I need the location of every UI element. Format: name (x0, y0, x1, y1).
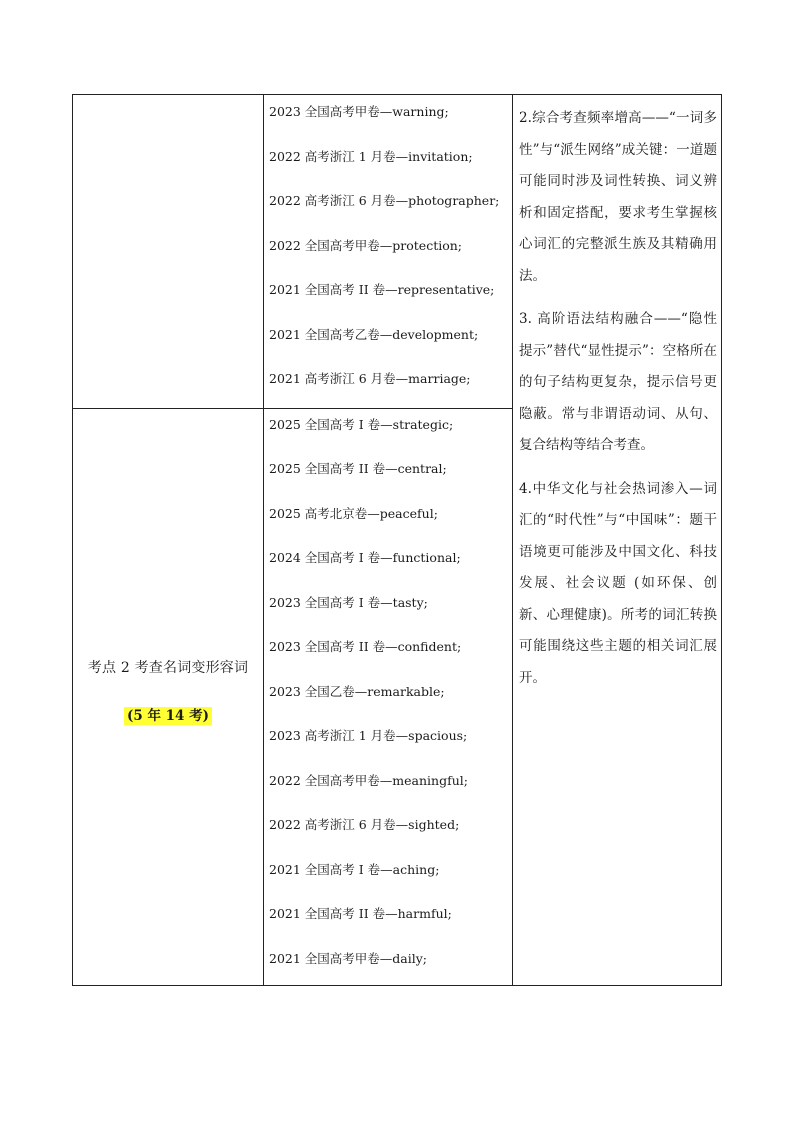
exam-entry: 2025 全国高考 I 卷—strategic; (269, 417, 454, 432)
topic-label: 考点 2 考查名词变形容词 (87, 660, 249, 676)
analysis-note: 2.综合考查频率增高——“一词多性”与“派生网络”成关键：一道题可能同时涉及词性转换、词义辨析和固定搭配，要求考生掌握核心词汇的完整派生族及其精确用法。 (519, 110, 717, 284)
exam-entry: 2023 全国高考 I 卷—tasty; (269, 595, 428, 610)
exam-entry: 2021 全国高考 II 卷—representative; (269, 282, 495, 297)
exam-entry: 2022 高考浙江 1 月卷—invitation; (269, 149, 473, 164)
analysis-notes (519, 103, 717, 706)
exam-entry: 2025 全国高考 II 卷—central; (269, 461, 447, 476)
row-divider (73, 408, 512, 409)
exam-entry: 2021 全国高考甲卷—daily; (269, 951, 428, 966)
exam-entry: 2022 高考浙江 6 月卷—photographer; (269, 193, 500, 208)
exam-entry: 2022 全国高考甲卷—meaningful; (269, 773, 468, 788)
exam-entry: 2022 高考浙江 6 月卷—sighted; (269, 817, 460, 832)
topic-count: (5 年 14 考) (124, 707, 212, 725)
exam-entry: 2023 全国高考 II 卷—confident; (269, 639, 462, 654)
exam-entry: 2021 全国高考 I 卷—aching; (269, 862, 440, 877)
topic-count-badge (73, 704, 263, 724)
analysis-note: 4.中华文化与社会热词渗入—词汇的“时代性”与“中国味”：题干语境更可能涉及中国文化、科技发展、社会议题 (如环保、创新、心理健康)。所考的词汇转换可能围绕这些主题的相关词汇展开。 (519, 480, 717, 686)
exam-entry: 2022 全国高考甲卷—protection; (269, 238, 463, 253)
exam-entry: 2021 全国高考 II 卷—harmful; (269, 906, 452, 921)
exam-entry: 2021 全国高考乙卷—development; (269, 327, 479, 342)
column-divider-1 (263, 95, 264, 985)
exam-table (72, 94, 722, 986)
exam-entry: 2023 高考浙江 1 月卷—spacious; (269, 728, 468, 743)
exam-entry: 2025 高考北京卷—peaceful; (269, 506, 438, 521)
exam-entry: 2023 全国高考甲卷—warning; (269, 104, 449, 119)
exam-entry: 2024 全国高考 I 卷—functional; (269, 550, 461, 565)
analysis-note: 3. 高阶语法结构融合——“隐性提示”替代“显性提示”：空格所在的句子结构更复杂，提示信号更隐蔽。常与非谓语动词、从句、复合结构等结合考查。 (519, 311, 717, 453)
column-divider-2 (512, 95, 513, 985)
exam-entry: 2023 全国乙卷—remarkable; (269, 684, 445, 699)
exam-entry: 2021 高考浙江 6 月卷—marriage; (269, 371, 471, 386)
